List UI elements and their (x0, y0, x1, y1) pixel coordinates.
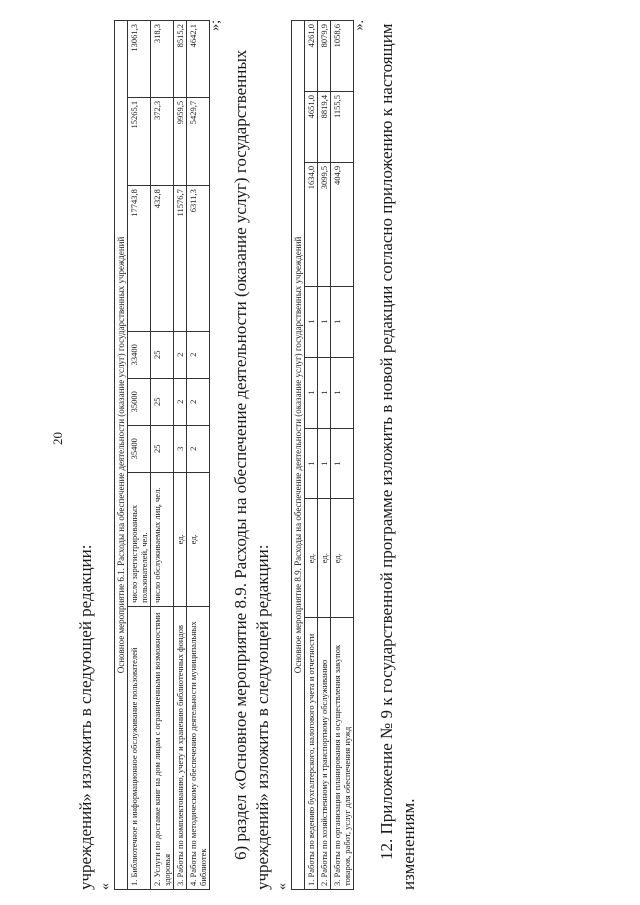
row-value: 8079,9 (318, 21, 331, 92)
row-value: 25 (151, 425, 174, 472)
rotated-content (75, 20, 495, 890)
row-value: 372,3 (151, 97, 174, 185)
row-value: 4261,0 (305, 21, 318, 92)
row-value: 1155,5 (331, 91, 354, 162)
row-name: 2. Работы по хозяйственному и транспортному обслуживанию (318, 617, 331, 889)
row-name: 1. Работы по ведению бухгалтерского, налогового учета и отчетности (305, 617, 318, 889)
row-name: 3. Работы по комплектованию, учету и хранению библиотечных фондов (174, 606, 187, 889)
row-value: 1 (318, 357, 331, 428)
close-quote: ». (352, 20, 367, 31)
row-value: 1 (305, 428, 318, 499)
row-unit: ед. (318, 499, 331, 618)
intro-line: учреждений» изложить в следующей редакции: (76, 544, 95, 890)
row-value: 4642,1 (187, 21, 210, 98)
row-value: 2 (187, 331, 210, 378)
row-value: 1 (331, 286, 354, 357)
row-value: 8819,4 (318, 91, 331, 162)
row-unit: ед. (331, 499, 354, 618)
row-value: 1 (318, 428, 331, 499)
row-value: 3 (174, 425, 187, 472)
table-measure-6-1 (114, 20, 210, 890)
table-row (318, 21, 331, 890)
section-6-text: 6) раздел «Основное мероприятие 8.9. Расходы на обеспечение деятельности (оказание услуг) государственных учреждений» изложить в следующей редакции: (231, 49, 272, 890)
row-value: 13061,3 (128, 21, 151, 98)
row-name: 4. Работы по методическому обеспечению деятельности муниципальных библиотек (187, 606, 210, 889)
row-value: 9959,5 (174, 97, 187, 185)
row-value: 1 (305, 357, 318, 428)
row-value: 2 (174, 331, 187, 378)
row-value: 11576,7 (174, 186, 187, 332)
row-value: 2 (174, 378, 187, 425)
row-name: 1. Библиотечное и информационное обслуживание пользователей (128, 606, 151, 889)
row-value: 318,3 (151, 21, 174, 98)
table-row (128, 21, 151, 890)
row-value: 6311,3 (187, 186, 210, 332)
row-value: 25 (151, 331, 174, 378)
row-unit: ед. (174, 472, 187, 606)
close-quote: »; (208, 20, 223, 31)
table-row (331, 21, 354, 890)
row-value: 35400 (128, 425, 151, 472)
row-value: 2 (187, 378, 210, 425)
row-unit: число зарегистрированных пользователей, чел. (128, 472, 151, 606)
row-value: 1 (331, 428, 354, 499)
table-row (305, 21, 318, 890)
page-number: 20 (50, 432, 65, 445)
row-name: 3. Работы по организации планирования и осуществления закупок товаров, работ, услуг для обеспечения нужд (331, 617, 354, 889)
row-unit: число обслуживаемых лиц, чел. (151, 472, 174, 606)
row-value: 432,8 (151, 186, 174, 332)
row-value: 3099,5 (318, 162, 331, 286)
open-quote: « (275, 883, 290, 890)
closing-paragraph: 12. Приложение № 9 к государственной программе изложить в новой редакции согласно приложению к настоящим изменениям. (377, 23, 418, 890)
row-value: 1 (331, 357, 354, 428)
row-value: 17743,8 (128, 186, 151, 332)
row-value: 1 (318, 286, 331, 357)
row-value: 15265,1 (128, 97, 151, 185)
row-value: 4651,0 (305, 91, 318, 162)
table-row (174, 21, 187, 890)
table2-header: Основное мероприятие 8.9. Расходы на обеспечение деятельности (оказание услуг) государственных учреждений (292, 21, 305, 890)
table-row (187, 21, 210, 890)
row-value: 33400 (128, 331, 151, 378)
table-measure-8-9 (291, 20, 354, 890)
row-unit: ед. (187, 472, 210, 606)
table1-header: Основное мероприятие 6.1. Расходы на обеспечение деятельности (оказание услуг) государственных учреждений (115, 21, 128, 890)
row-value: 35000 (128, 378, 151, 425)
row-value: 5429,7 (187, 97, 210, 185)
row-unit: ед. (305, 499, 318, 618)
row-value: 8515,2 (174, 21, 187, 98)
row-value: 404,9 (331, 162, 354, 286)
table-row (151, 21, 174, 890)
row-value: 1 (305, 286, 318, 357)
open-quote: « (98, 883, 113, 890)
row-value: 1634,0 (305, 162, 318, 286)
row-value: 1058,6 (331, 21, 354, 92)
row-value: 2 (187, 425, 210, 472)
row-name: 2. Услуги по доставке книг на дом лицам с ограниченными возможностями здоровья (151, 606, 174, 889)
row-value: 25 (151, 378, 174, 425)
